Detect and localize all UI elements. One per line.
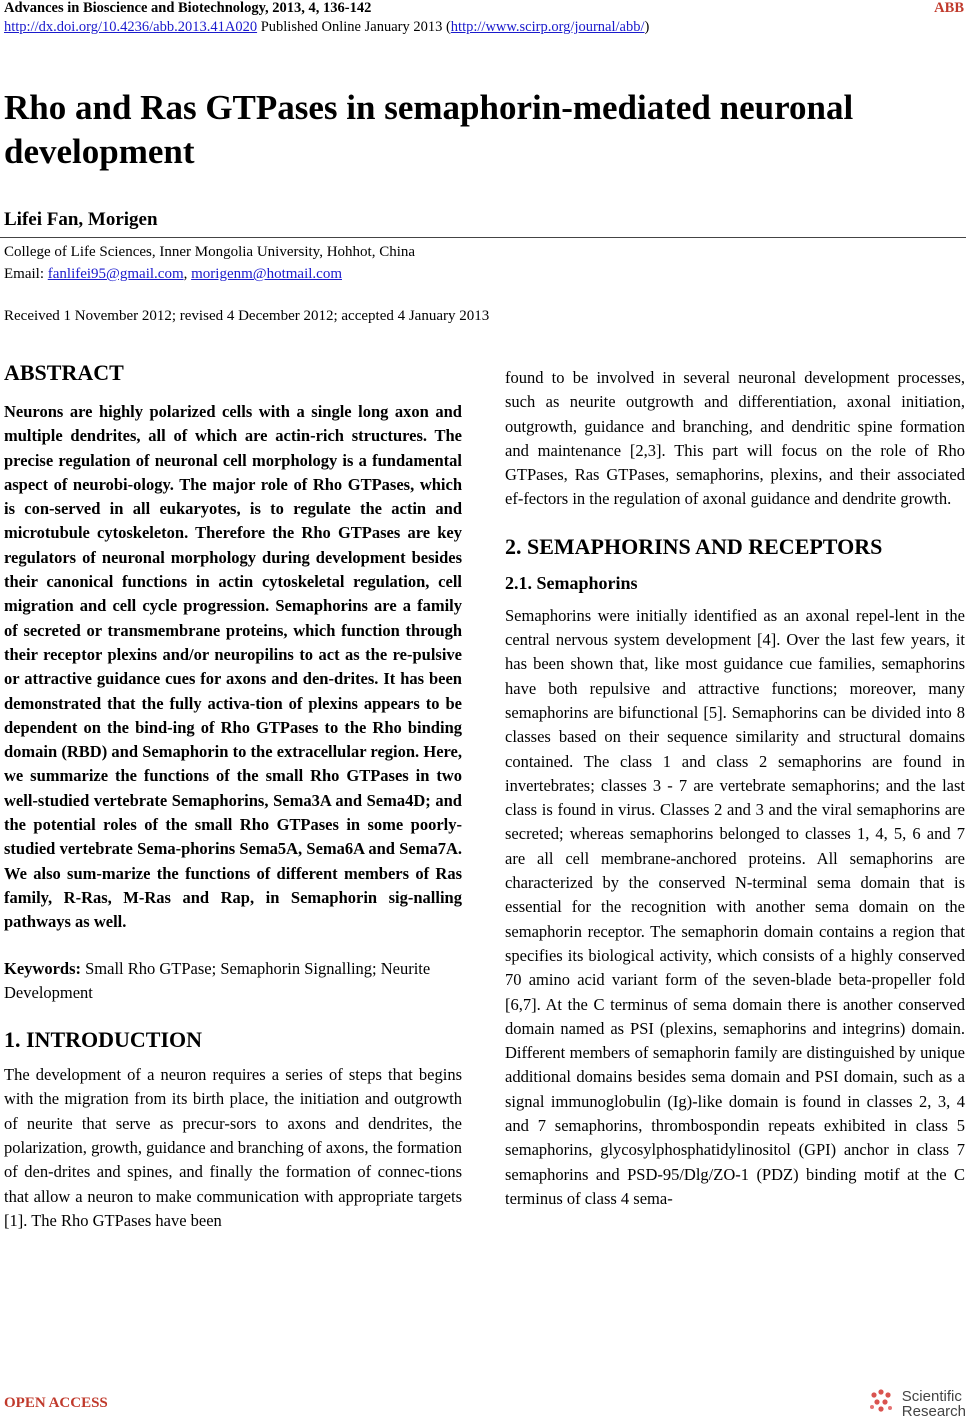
keywords [4, 957, 462, 1006]
header-divider [0, 237, 966, 238]
publisher-logo [868, 1387, 966, 1420]
keywords-label: Keywords: [4, 958, 81, 978]
subsection21-heading: 2.1. Semaphorins [505, 572, 638, 593]
abstract-text: Neurons are highly polarized cells with a single long axon and multiple dendrites, all of which are actin-rich structures. The precise regulation of neuronal cell morphology is a fundamental aspect of neurobi-ology. The major role of Rho GTPases, which is con-served in all eukaryotes, is to regulate the actin and microtubule cytoskeleton. Therefore the Rho GTPases are key regulators of neuronal morphology during development besides their canonical functions in actin cytoskeletal regulation, cell migration and cell cycle progression. Semaphorins are a family of secreted or transmembrane proteins, which function through their receptor plexins and/or neuropilins to act as the re-pulsive or attractive guidance cues for axons and den-drites. It has been demonstrated that the fully activa-tion of plexins appears to be dependent on the bind-ing of Rho GTPases to the Rho binding domain (RBD) and Semaphorin to the extracellular region. Here, we summarize the functions of the small Rho GTPases in two well-studied vertebrate Semaphorins, Sema3A and Sema4D; and the potential roles of the small Rho GTPases in some poorly-studied vertebrate Sema-phorins Sema5A, Sema6A and Sema7A. We also sum-marize the functions of different members of Ras family, R-Ras, M-Ras and Rap, in Semaphorin sig-nalling pathways as well. [4, 402, 462, 932]
close-paren: ) [644, 19, 650, 35]
authors: Lifei Fan, Morigen [4, 209, 158, 230]
paper-title: Rho and Ras GTPases in semaphorin-mediated neuronal development [4, 88, 854, 171]
scientific-research-logo-icon [868, 1387, 896, 1420]
email-label: Email: [4, 266, 48, 282]
intro-continued-text: found to be involved in several neuronal development processes, such as neurite outgrowth and differentiation, axonal initiation, outgrowth, guidance and branching, and dendritic spine formation and maintenance [2,3]. This part will focus on the role of Rho GTPases, Ras GTPases, semaphorins, plexins, and their associated ef-fectors in the regulation of axonal guidance and dendrite growth. [505, 368, 965, 509]
doi-line [4, 19, 649, 36]
email-separator: , [183, 266, 192, 282]
intro-text: The development of a neuron requires a series of steps that begins with the migration from its birth place, the initiation and outgrowth of neurite that serve as precur-sors to axons and dendrites, the polarization, growth, guidance and branching of axons, the formation of den-drites and spines, and finally the formation of connec-tions that allow a neuron to make communication with appropriate targets [1]. The Rho GTPases have been [4, 1065, 462, 1230]
journal-citation: Advances in Bioscience and Biotechnology, 2013, 4, 136-142 [4, 0, 372, 16]
abstract-heading: ABSTRACT [4, 360, 124, 385]
journal-abbreviation: ABB [934, 0, 964, 16]
publisher-logo-text [902, 1389, 966, 1419]
email-line [4, 266, 342, 283]
section2-heading: 2. SEMAPHORINS AND RECEPTORS [505, 533, 883, 559]
email-link-2[interactable]: morigenm@hotmail.com [191, 266, 342, 282]
journal-link[interactable]: http://www.scirp.org/journal/abb/ [450, 19, 645, 35]
doi-link[interactable]: http://dx.doi.org/10.4236/abb.2013.41A020 [4, 19, 258, 35]
logo-line-2: Research [901, 1402, 966, 1420]
intro-heading: 1. INTRODUCTION [4, 1027, 203, 1053]
right-column [505, 366, 965, 1211]
email-link-1[interactable]: fanlifei95@gmail.com [47, 266, 184, 282]
published-text: Published Online January 2013 ( [257, 19, 451, 35]
left-column [4, 358, 462, 1233]
affiliation: College of Life Sciences, Inner Mongolia University, Hohhot, China [4, 244, 416, 260]
keywords-text: Small Rho GTPase; Semaphorin Signalling; Neurite Development [4, 958, 431, 1002]
logo-line-1: Scientific [901, 1387, 962, 1405]
received-dates: Received 1 November 2012; revised 4 December 2012; accepted 4 January 2013 [4, 308, 490, 324]
semaphorins-text: Semaphorins were initially identified as an axonal repel-lent in the central nervous system development [4]. Over the last few years, it has been shown that, like most guidance cue families, semaphorins have both repulsive and attractive functions; moreover, many semaphorins are bifunctional [5]. Semaphorins can be divided into 8 classes based on their sequence similarity and structural domains contained. The class 1 and class 2 semaphorins are found in invertebrates; classes 3 - 7 are vertebrate semaphorins; and the last class is found in virus. Classes 2 and 3 and the viral semaphorins are secreted; whereas semaphorins belonged to classes 1, 4, 5, 6 and 7 are all cell membrane-anchored proteins. All semaphorins are characterized by the conserved N-terminal sema domain that is essential for the recognition with another sema domain on the semaphorin receptor. The semaphorin domain contains a region that specifies its biological activity, which consists of a highly conserved 70 amino acid variant form of the seven-blade beta-propeller fold [6,7]. At the C terminus of sema domain there is another conserved domain named as PSI (plexins, semaphorins and integrins) domain. Different members of semaphorin family are distinguished by unique additional domains besides sema domain and PSI domain, such as a signal immunoglobulin (Ig)-like domain is found in classes 2, 3, 4 and 7 semaphorins, thrombospondin repeats exhibited in class 5 semaphorins, glycosylphosphatidylinositol (GPI) anchor in class 7 semaphorins and PSD-95/Dlg/ZO-1 (PDZ) binding motif at the C terminus of class 4 sema- [505, 605, 965, 1208]
open-access-label: OPEN ACCESS [4, 1395, 108, 1411]
